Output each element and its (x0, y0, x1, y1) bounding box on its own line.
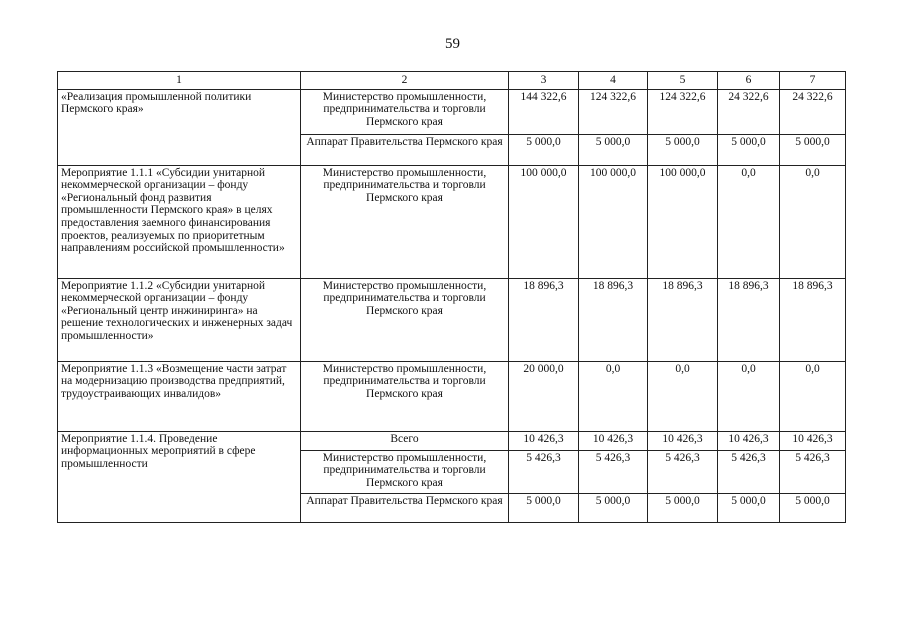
executor-cell: Министерство промышленности, предпринимательства и торговли Пермского края (301, 278, 509, 361)
value-cell: 18 896,3 (579, 278, 648, 361)
value-cell: 5 426,3 (579, 450, 648, 493)
value-cell: 5 426,3 (780, 450, 846, 493)
measure-name: Мероприятие 1.1.1 «Субсидии унитарной некоммерческой организации – фонду «Региональный фонд развития промышленности Пермского края» в целях предоставления заемного финансирования проектов, реализуемых по приоритетным направлениям российской промышленности» (58, 165, 301, 278)
table-row (58, 278, 846, 361)
page-number: 59 (445, 36, 460, 52)
value-cell: 5 000,0 (780, 134, 846, 165)
value-cell: 18 896,3 (648, 278, 718, 361)
value-cell: 100 000,0 (509, 165, 579, 278)
value-cell: 0,0 (579, 361, 648, 431)
value-cell: 100 000,0 (648, 165, 718, 278)
value-cell: 0,0 (718, 361, 780, 431)
value-cell: 100 000,0 (579, 165, 648, 278)
value-cell: 18 896,3 (780, 278, 846, 361)
measure-name: «Реализация промышленной политики Пермского края» (58, 89, 301, 165)
executor-cell: Министерство промышленности, предпринимательства и торговли Пермского края (301, 450, 509, 493)
value-cell: 124 322,6 (648, 89, 718, 134)
value-cell: 0,0 (648, 361, 718, 431)
value-cell: 144 322,6 (509, 89, 579, 134)
header-cell: 5 (648, 72, 718, 90)
header-cell: 7 (780, 72, 846, 90)
value-cell: 18 896,3 (509, 278, 579, 361)
executor-cell: Министерство промышленности, предпринимательства и торговли Пермского края (301, 89, 509, 134)
executor-cell: Аппарат Правительства Пермского края (301, 134, 509, 165)
table-row (58, 431, 846, 450)
value-cell: 0,0 (718, 165, 780, 278)
value-cell: 124 322,6 (579, 89, 648, 134)
value-cell: 5 000,0 (648, 134, 718, 165)
measure-name: Мероприятие 1.1.2 «Субсидии унитарной некоммерческой организации – фонду «Региональный центр инжиниринга» на решение технологических и инженерных задач промышленности» (58, 278, 301, 361)
value-cell: 10 426,3 (509, 431, 579, 450)
value-cell: 20 000,0 (509, 361, 579, 431)
value-cell: 5 000,0 (579, 134, 648, 165)
value-cell: 5 000,0 (509, 134, 579, 165)
value-cell: 5 000,0 (718, 493, 780, 522)
value-cell: 10 426,3 (780, 431, 846, 450)
table-row (58, 89, 846, 134)
value-cell: 5 000,0 (718, 134, 780, 165)
header-cell: 1 (58, 72, 301, 90)
value-cell: 5 426,3 (718, 450, 780, 493)
value-cell: 5 000,0 (509, 493, 579, 522)
value-cell: 10 426,3 (648, 431, 718, 450)
table-row (58, 361, 846, 431)
value-cell: 0,0 (780, 361, 846, 431)
value-cell: 5 000,0 (648, 493, 718, 522)
value-cell: 18 896,3 (718, 278, 780, 361)
value-cell: 0,0 (780, 165, 846, 278)
header-cell: 3 (509, 72, 579, 90)
header-cell: 2 (301, 72, 509, 90)
table-row (58, 165, 846, 278)
header-cell: 4 (579, 72, 648, 90)
value-cell: 5 000,0 (579, 493, 648, 522)
measure-name: Мероприятие 1.1.4. Проведение информационных мероприятий в сфере промышленности (58, 431, 301, 522)
value-cell: 10 426,3 (718, 431, 780, 450)
executor-cell: Всего (301, 431, 509, 450)
value-cell: 5 426,3 (648, 450, 718, 493)
value-cell: 24 322,6 (718, 89, 780, 134)
header-row (58, 72, 846, 90)
header-cell: 6 (718, 72, 780, 90)
program-table (57, 71, 846, 523)
value-cell: 5 426,3 (509, 450, 579, 493)
executor-cell: Аппарат Правительства Пермского края (301, 493, 509, 522)
measure-name: Мероприятие 1.1.3 «Возмещение части затрат на модернизацию производства предприятий, трудоустраивающих инвалидов» (58, 361, 301, 431)
value-cell: 5 000,0 (780, 493, 846, 522)
value-cell: 10 426,3 (579, 431, 648, 450)
value-cell: 24 322,6 (780, 89, 846, 134)
executor-cell: Министерство промышленности, предпринимательства и торговли Пермского края (301, 361, 509, 431)
executor-cell: Министерство промышленности, предпринимательства и торговли Пермского края (301, 165, 509, 278)
